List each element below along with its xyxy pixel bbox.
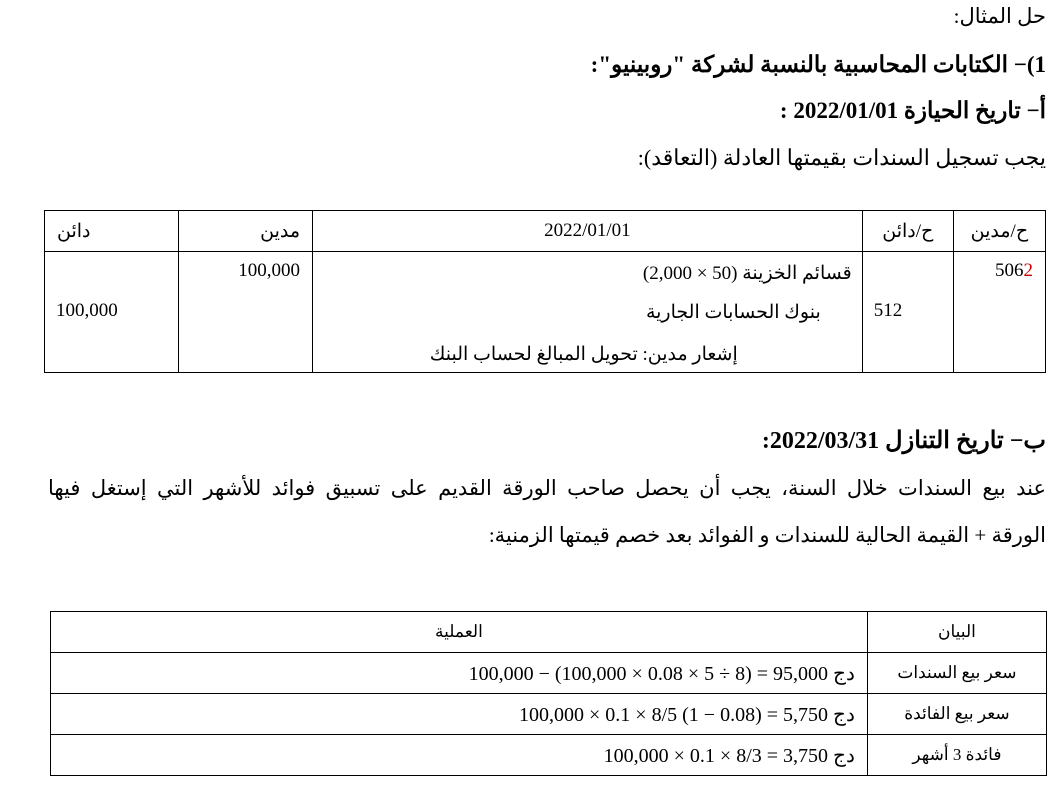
- credit-amount-cell: [45, 252, 179, 373]
- calculation-table: [50, 611, 1047, 776]
- record-note: يجب تسجيل السندات بقيمتها العادلة (التعاقد):: [637, 145, 1046, 170]
- credit-amount: 100,000: [56, 300, 118, 321]
- calc-label: سعر بيع السندات: [867, 653, 1046, 694]
- credit-account-number: 512: [873, 300, 903, 321]
- disposal-date-heading: ب− تاريخ التنازل 2022/03/31:: [761, 428, 1046, 454]
- disposal-paragraph-line-1: عند بيع السندات خلال السنة، يجب أن يحصل صاحب الورقة القديم على تسبيق فوائد للأشهر التي إستغل فيها: [48, 476, 1046, 500]
- statement-header: البيان: [867, 612, 1046, 653]
- debit-amount-cell: [178, 252, 312, 373]
- description-line-2: بنوك الحسابات الجارية: [645, 302, 821, 323]
- calc-label: سعر بيع الفائدة: [867, 694, 1046, 735]
- solution-heading: حل المثال:: [953, 4, 1046, 28]
- credit-account-header: ح/دائن: [862, 211, 953, 252]
- description-line-3: إشعار مدين: تحويل المبالغ لحساب البنك: [429, 344, 738, 365]
- journal-header-row: [45, 211, 1046, 252]
- calc-operation: دج 95,000 = (8 ÷ 5 × 0.08 × 100,000) − 100,000: [51, 653, 868, 694]
- description-line-1: قسائم الخزينة (50 × 2,000): [642, 263, 852, 284]
- entries-title: 1)− الكتابات المحاسبية بالنسبة لشركة "روبينيو":: [590, 52, 1046, 77]
- description-cell: [313, 252, 863, 373]
- debit-amount: 100,000: [238, 260, 301, 281]
- debit-header: مدين: [178, 211, 312, 252]
- debit-account-cell: [953, 252, 1045, 373]
- credit-account-cell: [862, 252, 953, 373]
- calc-row: [51, 653, 1047, 694]
- operation-header: العملية: [51, 612, 868, 653]
- date-header: 2022/01/01: [313, 211, 863, 252]
- debit-account-header: ح/مدين: [953, 211, 1045, 252]
- disposal-paragraph-line-2: الورقة + القيمة الحالية للسندات و الفوائد بعد خصم قيمتها الزمنية:: [488, 523, 1046, 547]
- calc-operation: دج 3,750 = 8/3 × 0.1 × 100,000: [51, 735, 868, 776]
- debit-account-number: 5062: [995, 260, 1033, 281]
- journal-entry-table: [44, 210, 1046, 373]
- calc-row: [51, 735, 1047, 776]
- calc-label: فائدة 3 أشهر: [867, 735, 1046, 776]
- credit-header: دائن: [45, 211, 179, 252]
- calc-row: [51, 694, 1047, 735]
- calc-header-row: [51, 612, 1047, 653]
- journal-entry-row: [45, 252, 1046, 373]
- calc-operation: دج 5,750 = (0.08 − 1) 8/5 × 0.1 × 100,000: [51, 694, 868, 735]
- acquisition-date-heading: أ− تاريخ الحيازة 2022/01/01 :: [779, 98, 1046, 123]
